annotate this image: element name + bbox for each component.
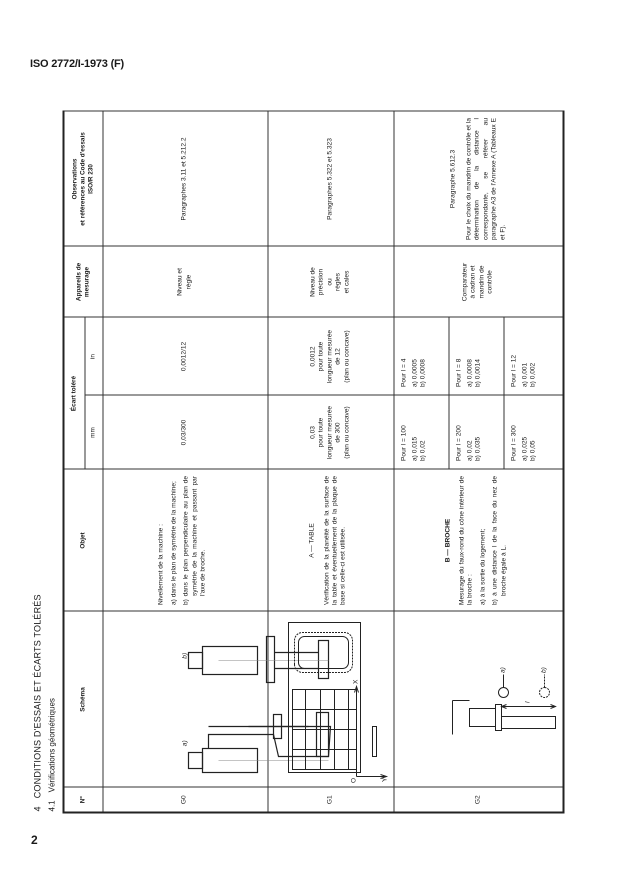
instr-line: ou bbox=[325, 277, 333, 286]
objet-item-a: a) à la sortie du logement; bbox=[478, 528, 486, 605]
tol-a: a) 0,02 bbox=[465, 439, 473, 461]
header-obs-line3: ISO/R 230 bbox=[86, 163, 94, 194]
header-appareils bbox=[63, 246, 102, 317]
header-schema: Schéma bbox=[63, 611, 102, 787]
instr-line: mandrin de bbox=[477, 264, 485, 298]
header-in: in bbox=[84, 317, 102, 395]
tol-b: b) 0,02 bbox=[419, 439, 427, 461]
tol-b: b) 0,05 bbox=[529, 439, 537, 461]
tol-b: b) 0,0014 bbox=[474, 358, 482, 387]
observations-note: Pour le choix du mandrin de contrôle et la détermination de la distance l correspondante, se référer au paragraphe A3 de l'Annexe A (Tableaux E et F). bbox=[464, 117, 506, 240]
tol-a: a) 0,0008 bbox=[465, 358, 473, 387]
tol-head: Pour l = 8 bbox=[454, 358, 462, 387]
tol-a: a) 0,001 bbox=[520, 362, 528, 387]
observations-ref: Paragraphe 5.612.3 bbox=[448, 149, 456, 208]
section-number: 4 bbox=[32, 805, 42, 811]
spindle-runout-diagram bbox=[394, 613, 562, 787]
objet-intro: Nivellement de la machine : bbox=[157, 523, 165, 605]
tol-head: Pour l = 4 bbox=[399, 358, 407, 387]
instr-line: et cales bbox=[342, 270, 350, 293]
header-obs-line2: et références au Code d'essais bbox=[78, 131, 86, 226]
objet-item-b: b) dans le plan perpendiculaire au plan de symétrie de la machine et passant par l'axe de broche. bbox=[182, 475, 207, 605]
instr-line: Comparateur bbox=[460, 262, 468, 301]
row-number: G1 bbox=[267, 787, 393, 812]
instruments-g2 bbox=[393, 246, 563, 317]
header-observations bbox=[63, 111, 102, 246]
gauge-label-b: b) bbox=[539, 666, 547, 673]
tol-line: longueur mesurée bbox=[325, 405, 333, 459]
table-row-g2 bbox=[393, 111, 448, 812]
row-number: G2 bbox=[393, 787, 563, 812]
instr-line: à cadran et bbox=[469, 264, 477, 298]
instr-line: Niveau de bbox=[308, 266, 316, 297]
tol-head: Pour l = 12 bbox=[509, 354, 517, 387]
tol-b: b) 0,002 bbox=[529, 362, 537, 387]
tolerance-in-g2-3 bbox=[503, 317, 563, 395]
header-appareils-text: Appareils de mesurage bbox=[75, 262, 90, 301]
tol-a: a) 0,0005 bbox=[410, 358, 418, 387]
tol-line: longueur mesurée bbox=[325, 329, 333, 383]
axis-label-y: Y bbox=[380, 777, 388, 782]
instruments-g1 bbox=[267, 246, 393, 317]
objet-title: B — BROCHE bbox=[443, 518, 451, 562]
objet-g0 bbox=[102, 469, 267, 611]
header-objet: Objet bbox=[63, 469, 102, 611]
objet-text: Vérification de la planéité de la surface de la table et éventuellement de la plaque de base si celle-ci est utilisée. bbox=[322, 475, 347, 605]
objet-intro: Mesurage du faux-rond du cône intérieur de la broche : bbox=[457, 475, 474, 605]
instr-line: contrôle bbox=[486, 269, 494, 294]
tolerance-in-g2-2 bbox=[448, 317, 503, 395]
tolerance-in-g2-1 bbox=[393, 317, 448, 395]
table-row-g0 bbox=[102, 111, 267, 812]
tolerance-mm-g2-2 bbox=[448, 395, 503, 469]
document-id: ISO 2772/I-1973 (F) bbox=[30, 58, 125, 70]
tol-b: b) 0,0008 bbox=[419, 358, 427, 387]
instruments-g0 bbox=[102, 246, 267, 317]
objet-title: A — TABLE bbox=[308, 522, 316, 558]
instr-line: précision bbox=[317, 268, 325, 295]
objet-item-a: a) dans le plan de symétrie de la machine; bbox=[169, 480, 177, 605]
schema-g1 bbox=[267, 611, 393, 787]
header-mm: mm bbox=[84, 395, 102, 469]
schema-g0 bbox=[102, 611, 267, 787]
table-row-g1 bbox=[267, 111, 393, 812]
table-flatness-diagram bbox=[268, 613, 392, 787]
tol-line: 0,03 bbox=[308, 425, 316, 439]
objet-g1 bbox=[267, 469, 393, 611]
tol-line: de 300 bbox=[334, 421, 342, 443]
tolerance-mm-g2-3 bbox=[503, 395, 563, 469]
tolerance-mm-g2-1 bbox=[393, 395, 448, 469]
geometric-checks-table bbox=[62, 110, 564, 813]
tol-line: pour toute bbox=[317, 417, 325, 447]
subsection-title-text: Vérifications géométriques bbox=[47, 697, 56, 792]
gauge-label-a: a) bbox=[498, 666, 506, 673]
section-title bbox=[32, 586, 42, 811]
tol-head: Pour l = 200 bbox=[454, 424, 462, 461]
header-no: Nº bbox=[63, 787, 102, 812]
tol-line: 0,0012 bbox=[308, 345, 316, 367]
subsection-number: 4.1 bbox=[47, 799, 56, 811]
schema-label-b: b) bbox=[181, 652, 188, 659]
subsection-title bbox=[47, 690, 56, 811]
schema-label-a: a) bbox=[181, 739, 188, 746]
tolerance-in-g0: 0,0012/12 bbox=[102, 317, 267, 395]
instr-line: règles bbox=[334, 272, 342, 291]
schema-g2 bbox=[393, 611, 563, 787]
observations-g1: Paragraphes 5.322 et 5.323 bbox=[267, 111, 393, 246]
section-title-text: CONDITIONS D'ESSAIS ET ÉCARTS TOLÉRÉS bbox=[32, 593, 42, 798]
header-obs-line1: Observations bbox=[71, 158, 79, 199]
tol-line: pour toute bbox=[317, 341, 325, 371]
tol-a: a) 0,025 bbox=[520, 436, 528, 461]
objet-item-b: b) à une distance l de la face du nez de broche égale à L. bbox=[491, 475, 507, 605]
tol-a: a) 0,015 bbox=[410, 436, 418, 461]
distance-label-l: l bbox=[523, 701, 531, 703]
axis-label-x: X bbox=[351, 679, 359, 684]
observations-g0: Paragraphes 3.11 et 5.212.2 bbox=[102, 111, 267, 246]
tolerance-mm-g0: 0,03/300 bbox=[102, 395, 267, 469]
tolerance-mm-g1 bbox=[267, 395, 393, 469]
observations-g2 bbox=[393, 111, 563, 246]
tol-line: (plan ou concave) bbox=[342, 329, 350, 383]
objet-g2 bbox=[393, 469, 563, 611]
rotated-table-frame bbox=[32, 112, 562, 813]
tol-line: de 12 bbox=[334, 347, 342, 365]
tol-head: Pour l = 300 bbox=[509, 424, 517, 461]
tol-head: Pour l = 100 bbox=[399, 424, 407, 461]
tolerance-in-g1 bbox=[267, 317, 393, 395]
tol-b: b) 0,035 bbox=[474, 436, 482, 461]
row-number: G0 bbox=[102, 787, 267, 812]
tol-line: (plan ou concave) bbox=[342, 405, 350, 459]
page-number: 2 bbox=[31, 833, 38, 847]
instruments-text: Niveau et règle bbox=[176, 267, 192, 296]
axis-label-origin: O bbox=[349, 777, 357, 783]
header-ecart: Écart toléré bbox=[63, 317, 84, 469]
